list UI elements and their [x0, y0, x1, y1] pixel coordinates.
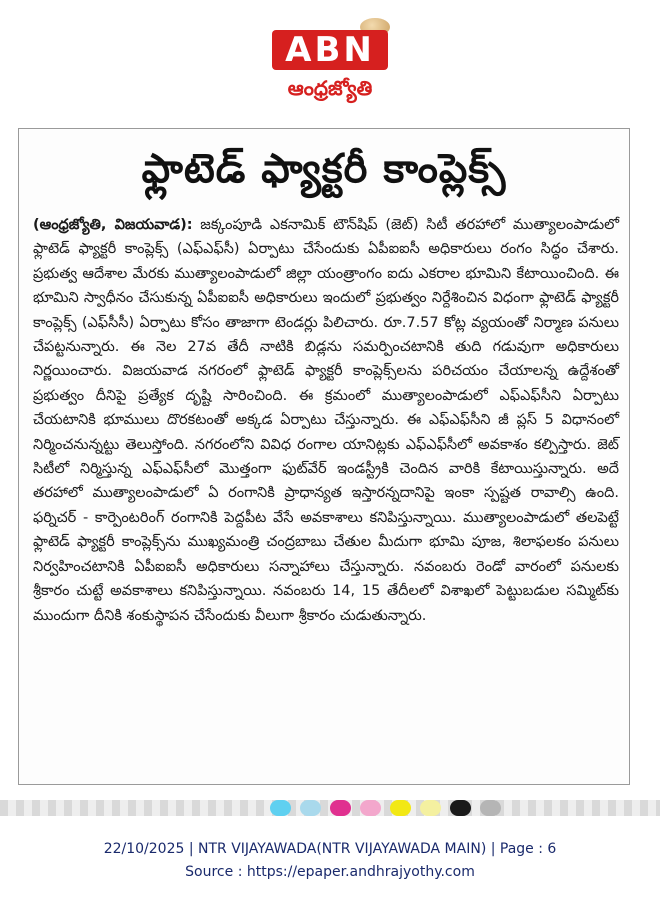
page-footer: [0, 838, 660, 884]
swatch-light-yellow: [420, 800, 441, 816]
footer-source-line[interactable]: Source : https://epaper.andhrajyothy.com: [185, 864, 475, 880]
swatch-yellow: [390, 800, 411, 816]
article-headline: ఫ్లాటెడ్ ఫ్యాక్టరీ కాంప్లెక్స్: [141, 146, 507, 192]
swatch-light-cyan: [300, 800, 321, 816]
abn-andhrajyothy-logo: [268, 18, 392, 108]
swatch-cyan: [270, 800, 291, 816]
swatch-black: [450, 800, 471, 816]
article-body: [33, 213, 619, 628]
swatch-magenta: [330, 800, 351, 816]
logo-brand: ABN: [272, 30, 388, 70]
article-dateline: (ఆంధ్రజ్యోతి, విజయవాడ):: [33, 217, 193, 233]
swatch-gray: [480, 800, 501, 816]
article-text: జక్కంపూడి ఎకనామిక్ టౌన్‌షిప్ (జెట్) సిటీ తరహాలో ముత్యాలంపాడులో ఫ్లాటెడ్ ఫ్యాక్టరీ కాంప్లెక్స్ (ఎఫ్ఎఫ్‌సీ) ఏర్పాటు చేసేందుకు ఏపీఐఐసీ అధికారులు రంగం సిద్ధం చేశారు. ప్రభుత్వ ఆదేశాల మేరకు ముత్యాలంపాడులో జిల్లా యంత్రాంగం ఐదు ఎకరాల భూమిని కేటాయించింది. ఈ భూమిని స్వాధీనం చేసుకున్న ఏపీఐఐసీ అధికారులు ఇందులో ప్రభుత్వం నిర్దేశించిన విధంగా ఫ్లాటెడ్ ఫ్యాక్టరీ కాంప్లెక్స్ (ఎఫ్‌సీసీ) ఏర్పాటు కోసం తాజాగా టెండర్లు పిలిచారు. రూ.7.57 కోట్ల వ్యయంతో నిర్మాణ పనులు చేపట్టనున్నారు. ఈ నెల 27వ తేదీ నాటికి బిడ్లను సమర్పించటానికి తుది గడువుగా అధికారులు నిర్ణయించారు. విజయవాడ నగరంలో ఫ్లాటెడ్ ఫ్యాక్టరీ కాంప్లెక్స్‌లను పరిచయం చేయాలన్న ఉద్దేశంతో ప్రభుత్వం దీనిపై ప్రత్యేక దృష్టి సారించింది. ఈ క్రమంలో ముత్యాలంపాడులో ఎఫ్ఎఫ్‌సీని ఏర్పాటు చేయటానికి భూములు దొరకటంతో అక్కడ ఏర్పాటు చేస్తున్నారు. ఈ ఎఫ్ఎఫ్‌సీని జీ ప్లస్ 5 విధానంలో నిర్మించనున్నట్టు తెలుస్తోంది. నగరంలోని వివిధ రంగాల యానిట్లకు ఎఫ్ఎఫ్‌సీలో అవకాశం కల్పిస్తారు. జెట్ సిటీలో నిర్మిస్తున్న ఎఫ్ఎఫ్‌సీలో మొత్తంగా ఫుట్‌వేర్ ఇండస్ట్రీకి చెందిన వారికి కేటాయిస్తున్నారు. అదే తరహాలో ముత్యాలంపాడులో ఏ రంగానికి ప్రాధాన్యత ఇస్తారన్నదానిపై ఇంకా స్పష్టత రావాల్సి ఉంది. ఫర్నిచర్ - కార్పెంటరింగ్ రంగానికి పెద్దపీట వేసే అవకాశాలు కనిపిస్తున్నాయి. ముత్యాలంపాడులో తలపెట్టే ఫ్లాటెడ్ ఫ్యాక్టరీ కాంప్లెక్స్‌ను ముఖ్యమంత్రి చంద్రబాబు చేతుల మీదుగా భూమి పూజ, శిలాఫలకం పనులు నిర్వహించటానికి ఏపీఐఐసీ అధికారులు సన్నాహాలు చేస్తున్నారు. నవంబరు రెండో వారంలో పనులకు శ్రీకారం చుట్టే అవకాశాలు కనిపిస్తున్నాయి. నవంబరు 14, 15 తేదీలలో విశాఖలో పెట్టుబడుల సమ్మిట్‌కు ముందుగా దీనికి శంకుస్థాపన చేసేందుకు వీలుగా శ్రీకారం చుడుతున్నారు.: [33, 217, 620, 624]
swatch-light-magenta: [360, 800, 381, 816]
color-swatches: [270, 800, 501, 816]
footer-edition-line: 22/10/2025 | NTR VIJAYAWADA(NTR VIJAYAWADA MAIN) | Page : 6: [103, 841, 557, 857]
logo-subtitle: ఆంధ్రజ్యోతి: [287, 76, 373, 100]
news-clipping: [18, 128, 630, 785]
